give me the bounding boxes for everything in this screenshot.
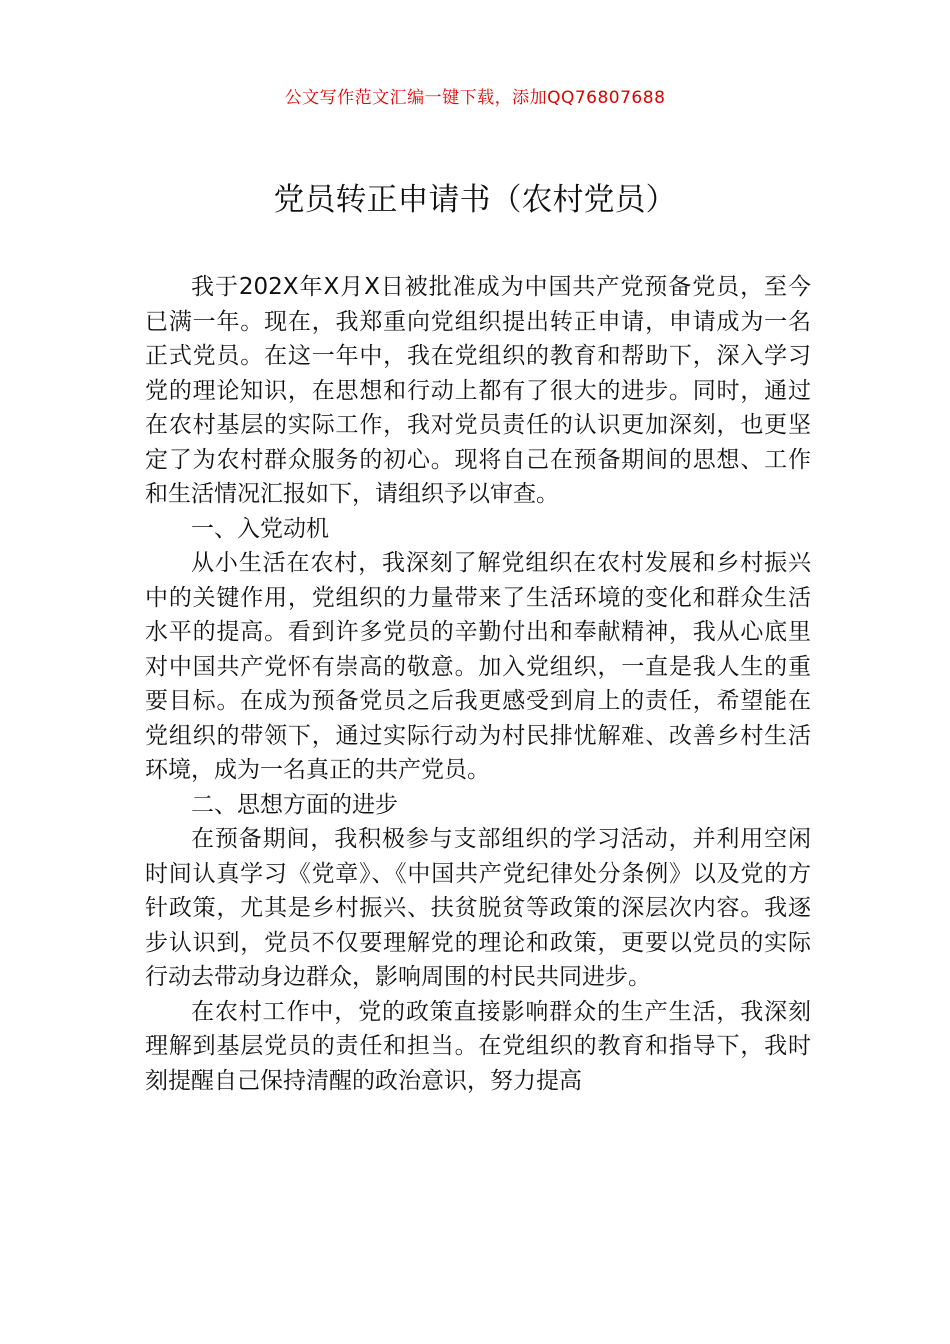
paragraph-ideology-work: 在农村工作中，党的政策直接影响群众的生产生活，我深刻理解到基层党员的责任和担当。在党组织的教育和指导下，我时刻提醒自己保持清醒的政治意识，努力提高 — [145, 998, 811, 1094]
download-banner: 公文写作范文汇编一键下载，添加QQ76807688 — [284, 88, 666, 108]
paragraph-intro: 我于202X年X月X日被批准成为中国共产党预备党员，至今已满一年。现在，我郑重向党组织提出转正申请，申请成为一名正式党员。在这一年中，我在党组织的教育和帮助下，深入学习党的理论知识，在思想和行动上都有了很大的进步。同时，通过在农村基层的实际工作，我对党员责任的认识更加深刻，也更坚定了为农村群众服务的初心。现将自己在预备期间的思想、工作和生活情况汇报如下，请组织予以审查。 — [145, 274, 811, 507]
section-heading-ideology: 二、思想方面的进步 — [191, 791, 398, 818]
paragraph-ideology-study: 在预备期间，我积极参与支部组织的学习活动，并利用空闲时间认真学习《党章》、《中国共产党纪律处分条例》以及党的方针政策，尤其是乡村振兴、扶贫脱贫等政策的深层次内容。我逐步认识到，党员不仅要理解党的理论和政策，更要以党员的实际行动去带动身边群众，影响周围的村民共同进步。 — [145, 826, 811, 990]
document-title: 党员转正申请书（农村党员） — [273, 182, 677, 218]
section-heading-motivation: 一、入党动机 — [191, 515, 329, 542]
paragraph-motivation: 从小生活在农村，我深刻了解党组织在农村发展和乡村振兴中的关键作用，党组织的力量带来了生活环境的变化和群众生活水平的提高。看到许多党员的辛勤付出和奉献精神，我从心底里对中国共产党怀有崇高的敬意。加入党组织，一直是我人生的重要目标。在成为预备党员之后我更感受到肩上的责任，希望能在党组织的带领下，通过实际行动为村民排忧解难、改善乡村生活环境，成为一名真正的共产党员。 — [145, 550, 811, 783]
document-body — [145, 270, 811, 1098]
